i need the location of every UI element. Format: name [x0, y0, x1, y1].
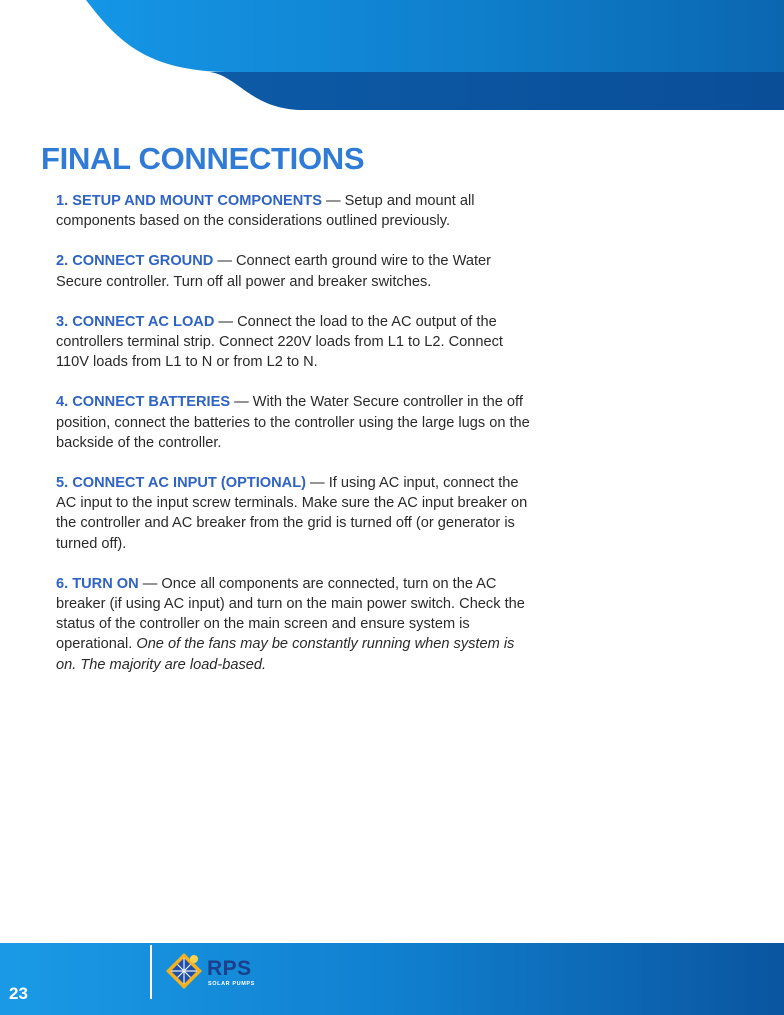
steps-list — [56, 191, 538, 695]
footer-background — [0, 943, 784, 1015]
step-note: One of the fans may be constantly running when system is on. The majority are load-based. — [56, 636, 515, 673]
step-item — [56, 473, 538, 554]
step-item — [56, 392, 538, 453]
step-text: Once all components are connected, turn on the AC breaker (if using AC input) and turn on the main power switch. Check the status of the controller on the main screen and ensure system is operational. — [56, 575, 525, 653]
step-separator: — — [305, 475, 329, 492]
step-text: Setup and mount all components based on the considerations outlined previously. — [56, 193, 475, 230]
step-item — [56, 312, 538, 373]
logo-name: RPS — [207, 957, 252, 980]
step-separator: — — [138, 575, 162, 592]
footer-banner — [0, 943, 784, 1015]
page-title: FINAL CONNECTIONS — [41, 141, 365, 176]
page-number: 23 — [9, 984, 28, 1003]
step-item — [56, 574, 538, 675]
step-separator: — — [321, 193, 345, 209]
step-item — [56, 191, 538, 231]
step-text: Connect earth ground wire to the Water Secure controller. Turn off all power and breaker switches. — [56, 253, 491, 290]
step-item — [56, 251, 538, 291]
step-text: Connect the load to the AC output of the controllers terminal strip. Connect 220V loads from L1 to L2. Connect 110V loads from L1 to N or from L2 to N. — [56, 313, 503, 371]
rps-logo — [164, 951, 274, 995]
step-separator: — — [213, 253, 236, 270]
step-separator: — — [230, 394, 253, 411]
footer-divider — [150, 945, 152, 999]
step-heading: 1. SETUP AND MOUNT COMPONENTS — [56, 193, 322, 209]
solar-panel-icon — [164, 951, 204, 991]
step-separator: — — [214, 313, 238, 330]
header-banner — [0, 0, 784, 112]
step-heading: 5. CONNECT AC INPUT (OPTIONAL) — [56, 475, 306, 492]
logo-tagline: SOLAR PUMPS — [208, 981, 255, 987]
step-heading: 3. CONNECT AC LOAD — [56, 313, 215, 330]
step-heading: 2. CONNECT GROUND — [56, 253, 214, 270]
step-heading: 4. CONNECT BATTERIES — [56, 394, 231, 411]
step-text: If using AC input, connect the AC input to the input screw terminals. Make sure the AC input breaker on the controller and AC breaker from the grid is turned off (or generator is turned off). — [56, 475, 528, 552]
step-text: With the Water Secure controller in the off position, connect the batteries to the controller using the large lugs on the backside of the controller. — [56, 394, 530, 451]
step-heading: 6. TURN ON — [56, 575, 139, 592]
